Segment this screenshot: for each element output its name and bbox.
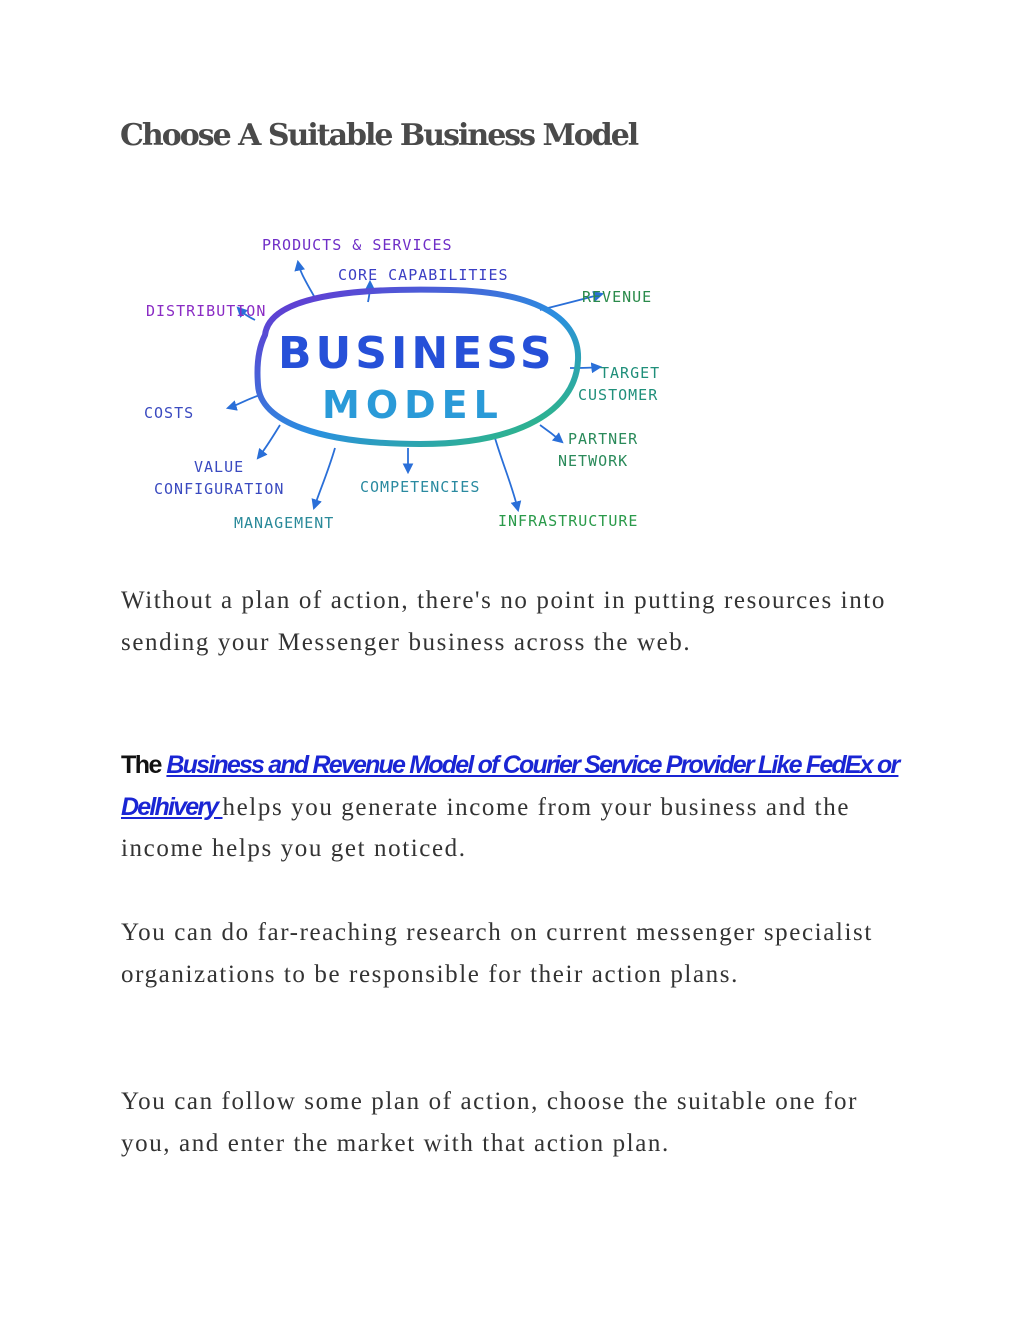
- paragraph-research: You can do far-reaching research on current messenger specialist organizations to be responsible for their action plans.: [121, 919, 873, 988]
- label-costs: COSTS: [144, 404, 195, 422]
- paragraph-revenue-model-text: helps you generate income from your business and the income helps you get noticed.: [121, 793, 851, 862]
- paragraph-lead-word: The: [121, 751, 167, 779]
- label-configuration: CONFIGURATION: [154, 480, 285, 498]
- business-model-diagram: [120, 210, 720, 560]
- paragraph-plan-of-action: Without a plan of action, there's no point in putting resources into sending your Messenger business across the web.: [121, 587, 886, 656]
- label-target: TARGET: [600, 364, 661, 382]
- page-title: Choose A Suitable Business Model: [120, 118, 638, 153]
- label-partner: PARTNER: [568, 430, 639, 448]
- label-competencies: COMPETENCIES: [360, 478, 481, 496]
- label-core-capabilities: CORE CAPABILITIES: [338, 266, 509, 284]
- diagram-heading-2: MODEL: [322, 383, 504, 427]
- label-management: MANAGEMENT: [234, 514, 335, 532]
- label-infrastructure: INFRASTRUCTURE: [498, 512, 639, 530]
- revenue-model-link[interactable]: Business and Revenue Model of Courier Service Provider Like FedEx or Delhivery: [121, 751, 899, 821]
- paragraph-revenue-model: [121, 745, 901, 870]
- label-revenue: REVENUE: [582, 288, 653, 306]
- diagram-heading-1: BUSINESS: [278, 328, 556, 379]
- label-customer: CUSTOMER: [578, 386, 659, 404]
- label-products-services: PRODUCTS & SERVICES: [262, 236, 453, 254]
- label-value: VALUE: [194, 458, 245, 476]
- label-network: NETWORK: [558, 452, 629, 470]
- label-distribution: DISTRIBUTION: [146, 302, 267, 320]
- paragraph-follow-plan: You can follow some plan of action, choose the suitable one for you, and enter the market with that action plan.: [121, 1088, 859, 1157]
